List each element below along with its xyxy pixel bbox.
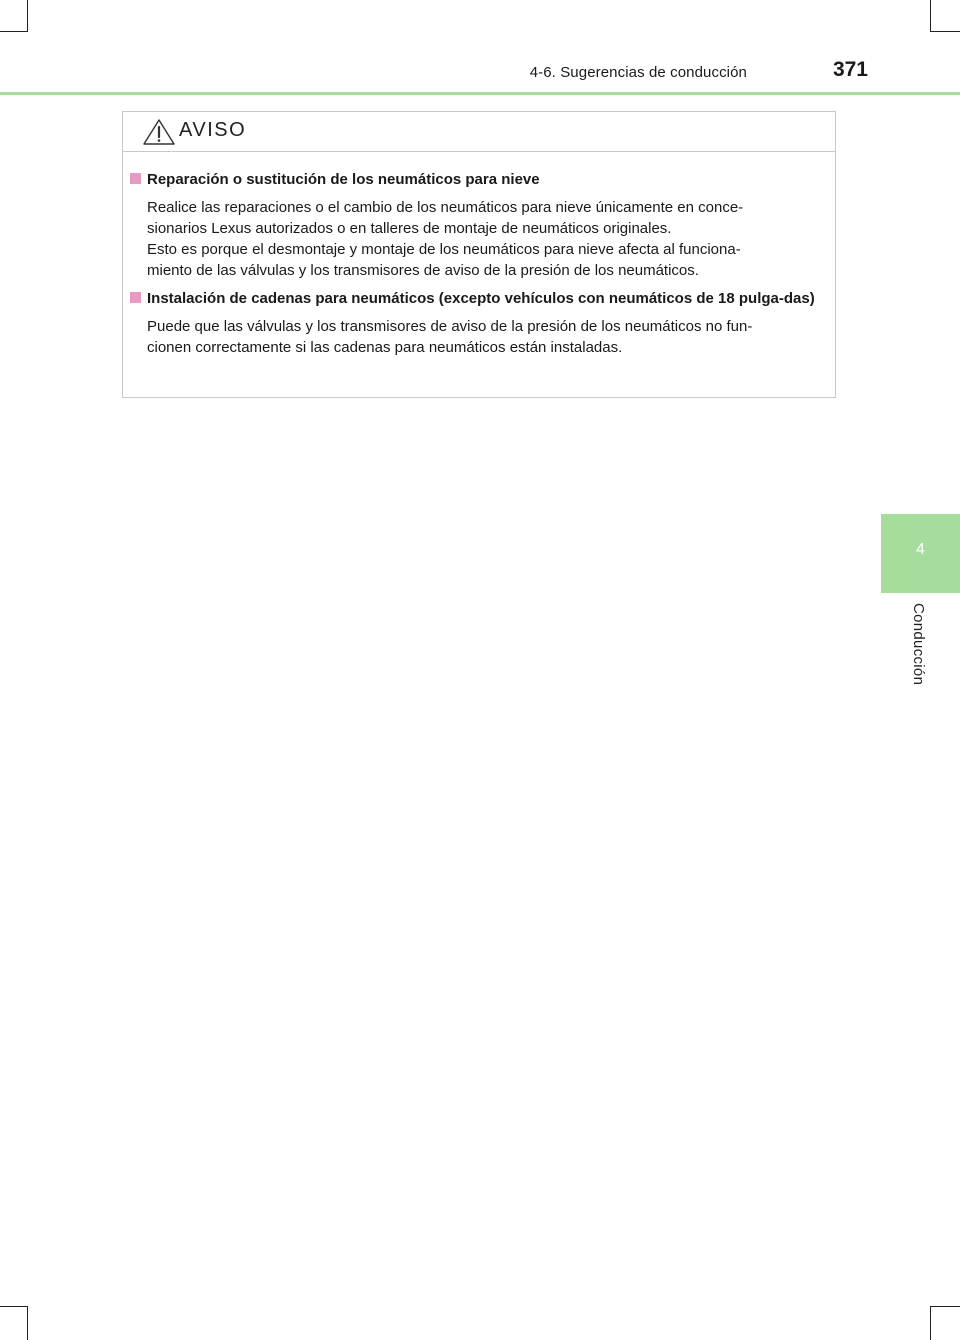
body-line: sionarios Lexus autorizados o en talleres de montaje de neumáticos originales. xyxy=(147,220,672,237)
bullet-square-icon xyxy=(130,173,141,184)
crop-mark xyxy=(0,31,27,32)
bullet-square-icon xyxy=(130,292,141,303)
page-header xyxy=(0,55,960,95)
warning-item xyxy=(123,169,837,281)
section-title: 4-6. Sugerencias de conducción xyxy=(529,64,747,81)
chapter-tab xyxy=(881,514,960,593)
chapter-number: 4 xyxy=(916,541,925,558)
warning-item-title: Instalación de cadenas para neumáticos (excepto vehículos con neumáticos de 18 pulga-das) xyxy=(147,290,815,307)
header-rule xyxy=(0,92,960,95)
body-line: cionen correctamente si las cadenas para neumáticos están instaladas. xyxy=(147,339,623,356)
chapter-label: Conducción xyxy=(910,603,927,686)
warning-title: AVISO xyxy=(179,119,247,141)
warning-item-body xyxy=(147,197,829,281)
warning-triangle-icon xyxy=(142,118,176,146)
warning-header xyxy=(123,112,835,152)
warning-item-body xyxy=(147,316,829,358)
crop-mark xyxy=(931,1306,960,1307)
body-line: Esto es porque el desmontaje y montaje de los neumáticos para nieve afecta al funciona- xyxy=(147,241,741,258)
crop-mark xyxy=(27,0,28,32)
page-number: 371 xyxy=(832,58,868,81)
crop-mark xyxy=(27,1306,28,1340)
crop-mark xyxy=(931,31,960,32)
body-line: Realice las reparaciones o el cambio de los neumáticos para nieve únicamente en conce- xyxy=(147,199,744,216)
crop-mark xyxy=(0,1306,27,1307)
crop-mark xyxy=(930,1306,931,1340)
warning-item xyxy=(123,288,837,358)
crop-mark xyxy=(930,0,931,32)
body-line: miento de las válvulas y los transmisores de aviso de la presión de los neumáticos. xyxy=(147,262,699,279)
body-line: Puede que las válvulas y los transmisores de aviso de la presión de los neumáticos no fun- xyxy=(147,318,753,335)
warning-item-title: Reparación o sustitución de los neumáticos para nieve xyxy=(147,171,540,188)
warning-box xyxy=(122,111,836,398)
